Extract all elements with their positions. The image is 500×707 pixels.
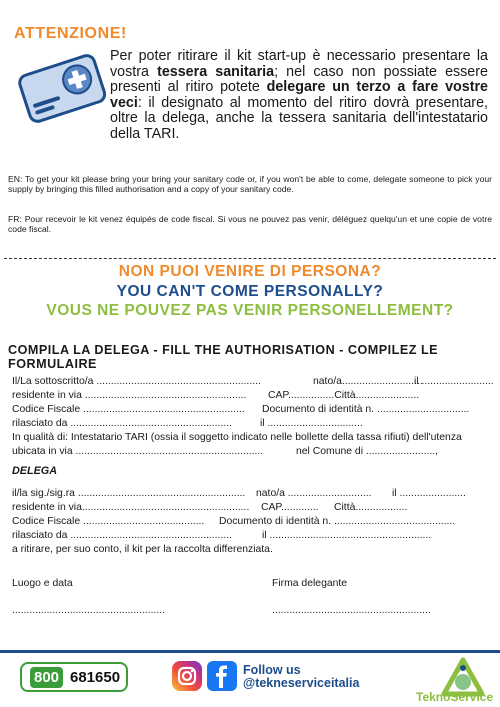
follow-us-text [243,664,359,690]
follow-us-handle[interactable]: @tekneserviceitalia [243,676,360,690]
heading-english: YOU CAN'T COME PERSONALLY? [116,283,384,300]
form-field-codice-fiscale: Codice Fiscale ........................................................ [12,404,245,415]
delegate-field-rilasciato: rilasciato da ........................................................ [12,530,232,541]
delegate-field-ritirare: a ritirare, per suo conto, il kit per la raccolta differenziata. [12,544,273,555]
form-field-comune: nel Comune di ........................, [296,446,439,457]
form-field-nato: nato/a............................ [313,376,423,387]
english-note: EN: To get your kit please bring your bring your sanitary code or, if you won't be able to come, delegate someone to pick your supply by bringing this filled authorisation and a copy of your sanitary code. [8,174,492,195]
form-field-il: il ......................... [414,376,494,387]
intro-paragraph: Per poter ritirare il kit start-up è necessario presentare la vostra tessera sanitaria; nel caso non possiate essere presenti al ritiro potete delegare un terzo a fare vostre veci: il designato al momento del ritiro dovrà presentare, oltre la delega, anche la tessera sanitaria dell'intestatario della TARI. [110,48,488,142]
facebook-icon[interactable] [207,661,237,691]
heading-italian: NON PUOI VENIRE DI PERSONA? [118,263,382,280]
delegate-field-citta: Città.................. [334,502,408,513]
form-field-documento: Documento di identità n. ................................ [262,404,470,415]
phone-number: 681650 [70,669,121,686]
delegate-field-rilasciato-il: il ........................................................ [262,530,432,541]
delegate-field-residente: residente in via.......................................................... [12,502,250,513]
footer-divider [0,650,500,653]
delegate-field-il: il ....................... [392,488,466,499]
firma-label: Firma delegante [272,578,348,589]
phone-prefix: 800 [30,667,63,688]
delegate-field-nome: il/la sig./sig.ra .......................................................... [12,488,246,499]
form-title: COMPILA LA DELEGA - FILL THE AUTHORISATION - COMPILEZ LE FORMULAIRE [8,343,439,371]
form-field-sottoscritto: Il/La sottoscritto/a ......................................................... [12,376,261,387]
delegate-field-cap: CAP............. [261,502,319,513]
form-field-ubicata: ubicata in via ................................................................. [12,446,264,457]
dashed-divider [4,258,496,259]
instagram-icon[interactable] [172,661,202,691]
form-field-rilasciato: rilasciato da ........................................................ [12,418,232,429]
teknoservice-logo-text: TeknoService [416,690,494,704]
health-card-icon [14,45,106,123]
form-field-residente: residente in via ........................................................ [12,390,247,401]
follow-us-line1: Follow us [243,663,301,677]
luogo-data-label: Luogo e data [12,578,73,589]
french-note: FR: Pour recevoir le kit venez équipés de code fiscal. Si vous ne pouvez pas venir, déléguez quelqu'un et une copie de votre code fiscal. [8,214,492,235]
attention-title: ATTENZIONE! [14,25,127,42]
delegate-field-documento: Documento di identità n. .......................................... [219,516,456,527]
heading-french: VOUS NE POUVEZ PAS VENIR PERSONELLEMENT? [46,302,454,319]
form-field-cap-citta: CAP................Città...................... [268,390,420,401]
delega-label: DELEGA [12,465,57,477]
luogo-data-line: ..................................................... [12,605,166,616]
form-field-qualita: In qualità di: Intestatario TARI (ossia il soggetto indicato nelle bollette della tassa rifiuti) dell'utenza [12,432,462,443]
delegate-field-codice-fiscale: Codice Fiscale .......................................... [12,516,205,527]
firma-line: ....................................................... [272,605,431,616]
form-field-rilasciato-il: il ................................. [260,418,363,429]
delegate-field-nato: nato/a ............................. [256,488,372,499]
